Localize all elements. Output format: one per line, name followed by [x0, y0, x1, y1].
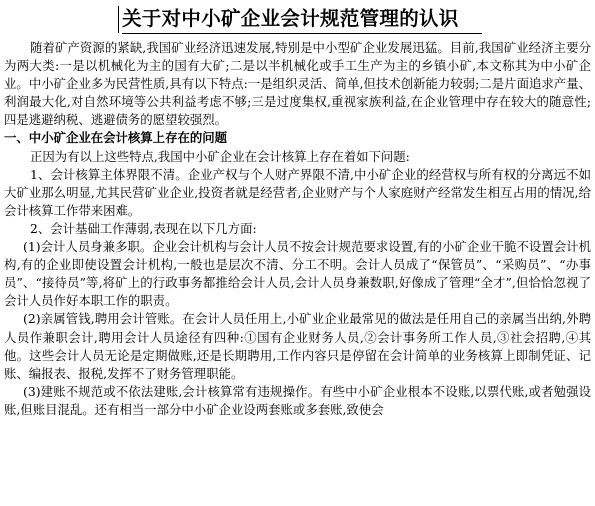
document-title: 关于对中小矿企业会计规范管理的认识	[122, 7, 459, 30]
paragraph-intro: 随着矿产资源的紧缺,我国矿业经济迅速发展,特别是中小型矿企业发展迅猛。目前,我国矿业经济主要分为两大类:一是以机械化为主的国有大矿;二是以半机械化或手工生产为主的乡镇小矿,本文称其为中小矿企业。中小矿企业多为民营性质,具有以下特点:一是组织灵活、简单,但技术创新能力较弱;二是片面追求产量、利润最大化,对自然环境等公共利益考虑不够;三是过度集权,重视家族利益,在企业管理中存在较大的随意性;四是逃避纳税、逃避债务的愿望较强烈。	[4, 40, 591, 128]
title-underline	[122, 33, 482, 34]
paragraph-item-2-3: (3)建账不规范或不依法建账,会计核算常有违规操作。有些中小矿企业根本不设账,以票代账,或者勉强设账,但账目混乱。还有相当一部分中小矿企业设两套账或多套账,致使会	[4, 383, 591, 417]
paragraph-item-2: 2、会计基础工作薄弱,表现在以下几方面:	[30, 220, 257, 236]
text-cursor	[118, 6, 119, 33]
paragraph-item-2-2: (2)亲属管钱,聘用会计管账。在会计人员任用上,小矿业企业最常见的做法是任用自己的亲属当出纳,外聘人员作兼职会计,聘用会计人员途径有四种:①国有企业财务人员,②会计事务所工作人员,③社会招聘,④其他。这些会计人员无论是定期做账,还是长期聘用,工作内容只是停留在会计简单的业务核算上即制凭证、记账、编报表、报税,发挥不了财务管理职能。	[4, 311, 591, 381]
paragraph-item-2-1: (1)会计人员身兼多职。企业会计机构与会计人员不按会计规范要求设置,有的小矿企业干脆不设置会计机构,有的企业即使设置会计机构,一般也是层次不清、分工不明。会计人员成了“保管员”、“采购员”、“办事员”、“接待员”等,将矿上的行政事务都推给会计人员,会计人员身兼数职,好像成了管理“全才”,但恰恰忽视了会计人员作好本职工作的职责。	[4, 239, 591, 309]
paragraph-section-lead: 正因为有以上这些特点,我国中小矿企业在会计核算上存在着如下问题:	[30, 148, 410, 164]
section-heading: 一、中小矿企业在会计核算上存在的问题	[4, 130, 228, 146]
document-body	[4, 39, 591, 419]
paragraph-item-1: 1、会计核算主体界限不清。企业产权与个人财产界限不清,中小矿企业的经营权与所有权的分离远不如大矿业那么明显,尤其民营矿业企业,投资者就是经营者,企业财产与个人家庭财产经常发生相互占用的情况,给会计核算工作带来困难。	[4, 166, 591, 218]
